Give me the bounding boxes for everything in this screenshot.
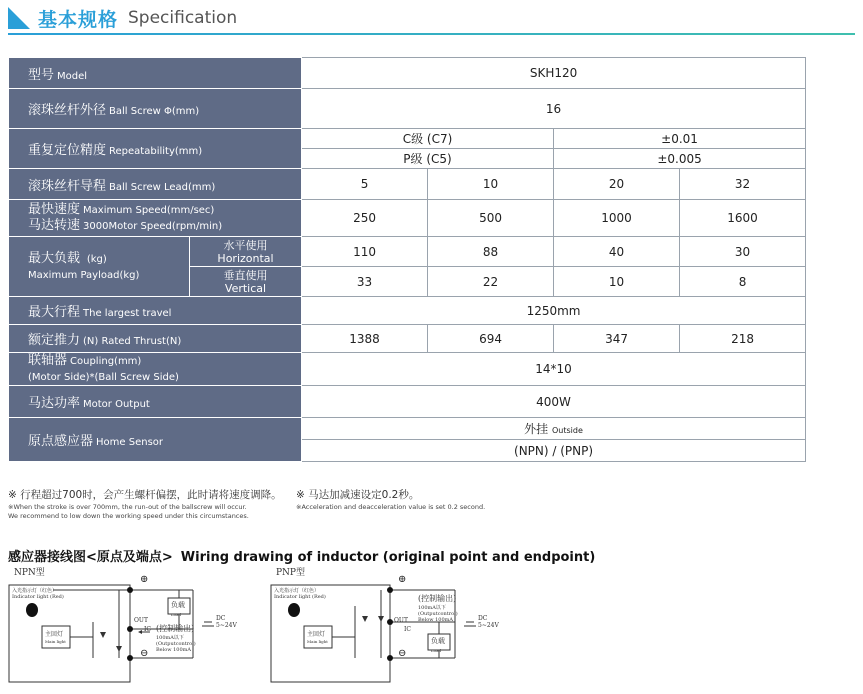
payload-value: 40 — [554, 237, 680, 267]
row-label: 联轴器 Coupling(mm) (Motor Side)*(Ball Screw Side) — [10, 353, 302, 386]
pnp-label: PNP型 — [276, 568, 305, 578]
payload-value: 110 — [302, 237, 428, 267]
sensor-type-value: (NPN) / (PNP) — [302, 440, 806, 462]
note-left: ※ 行程超过700时，会产生螺杆偏摆，此时请将速度调降。 ※When the stroke is over 700mm, the run-out of the ballscrew will occur. We recommend to low down the working speed under this circumstances. — [8, 489, 282, 520]
wiring-title: 感应器接线图<原点及端点> Wiring drawing of inductor (original point and endpoint) — [8, 550, 596, 565]
speed-value: 1600 — [680, 200, 806, 237]
table-row — [10, 386, 806, 418]
table-row — [10, 169, 806, 200]
row-label: 重复定位精度 Repeatability(mm) — [10, 129, 302, 169]
row-label: 最大负载 (kg) Maximum Payload(kg) — [10, 237, 190, 297]
row-label: 原点感应器 Home Sensor — [10, 418, 302, 462]
payload-value: 88 — [428, 237, 554, 267]
speed-value: 500 — [428, 200, 554, 237]
pnp-main-light: 主回灯 Main light — [307, 631, 328, 644]
pnp-plus-icon: ⊕ — [398, 574, 407, 585]
travel-value: 1250mm — [302, 297, 806, 325]
npn-load: 负载 Load — [171, 601, 185, 617]
repeat-value: ±0.01 — [554, 129, 806, 149]
table-row — [10, 89, 806, 129]
grade-cell: C级 (C7) — [302, 129, 554, 149]
row-label: 最快速度 Maximum Speed(mm/sec) 马达转速 3000Motor Speed(rpm/min) — [10, 200, 302, 237]
motor-value: 400W — [302, 386, 806, 418]
payload-value: 8 — [680, 267, 806, 297]
sub-label: 垂直使用 Vertical — [190, 267, 302, 297]
lead-value: 20 — [554, 169, 680, 200]
speed-value: 1000 — [554, 200, 680, 237]
pnp-ctrl-output: (控制输出) 100mA以下 (Outputcontrol) Below 100mA — [418, 594, 458, 623]
table-row — [10, 58, 806, 89]
pnp-out-label: OUT — [394, 617, 408, 624]
payload-value: 10 — [554, 267, 680, 297]
thrust-value: 347 — [554, 325, 680, 353]
pnp-dc-label: DC 5~24V — [478, 615, 499, 629]
sub-label: 水平使用 Horizontal — [190, 237, 302, 267]
table-row — [10, 297, 806, 325]
repeat-value: ±0.005 — [554, 149, 806, 169]
table-row — [10, 200, 806, 237]
section-header — [8, 6, 237, 30]
npn-minus-icon: ⊖ — [140, 648, 149, 659]
section-title-en: Specification — [128, 8, 238, 28]
row-label: 额定推力 (N) Rated Thrust(N) — [10, 325, 302, 353]
model-value: SKH120 — [302, 58, 806, 89]
header-divider — [8, 33, 855, 35]
thrust-value: 694 — [428, 325, 554, 353]
payload-value: 33 — [302, 267, 428, 297]
thrust-value: 218 — [680, 325, 806, 353]
lead-value: 32 — [680, 169, 806, 200]
npn-ctrl-output: (控制输出) 100mA以下 (Outputcontrol) Below 100mA — [156, 624, 196, 653]
lead-value: 5 — [302, 169, 428, 200]
row-label: 滚珠丝杆导程 Ball Screw Lead(mm) — [10, 169, 302, 200]
thrust-value: 1388 — [302, 325, 428, 353]
coupling-value: 14*10 — [302, 353, 806, 386]
pnp-load: 负载 Load — [431, 637, 445, 653]
pnp-ic-label: IC — [404, 626, 411, 633]
npn-plus-icon: ⊕ — [140, 574, 149, 585]
npn-indicator-label: 入光指示灯（红色） Indicator light (Red) — [12, 588, 64, 600]
note-right: ※ 马达加减速设定0.2秒。 ※Acceleration and deacceleration value is set 0.2 second. — [296, 489, 486, 511]
table-row — [10, 353, 806, 386]
npn-wiring-diagram — [8, 566, 263, 684]
payload-value: 22 — [428, 267, 554, 297]
table-row — [10, 129, 806, 149]
pnp-wiring-diagram — [270, 566, 530, 684]
npn-main-light: 主回灯 Main light — [45, 631, 66, 644]
grade-cell: P级 (C5) — [302, 149, 554, 169]
pnp-minus-icon: ⊖ — [398, 648, 407, 659]
row-label: 马达功率 Motor Output — [10, 386, 302, 418]
npn-dc-label: DC 5~24V — [216, 615, 237, 629]
speed-value: 250 — [302, 200, 428, 237]
row-label: 滚珠丝杆外径 Ball Screw Φ(mm) — [10, 89, 302, 129]
table-row — [10, 325, 806, 353]
spec-table — [9, 57, 806, 462]
table-row — [10, 418, 806, 440]
header-triangle-icon — [8, 7, 30, 29]
pnp-indicator-label: 入光指示灯（红色） Indicator light (Red) — [274, 588, 326, 600]
lead-value: 10 — [428, 169, 554, 200]
section-title-cn: 基本规格 — [38, 8, 119, 31]
row-label: 型号 Model — [10, 58, 302, 89]
row-label: 最大行程 The largest travel — [10, 297, 302, 325]
payload-value: 30 — [680, 237, 806, 267]
npn-label: NPN型 — [14, 568, 45, 578]
sensor-value: 外挂 Outside — [302, 418, 806, 440]
table-row — [10, 237, 806, 267]
npn-ic-label: IC — [144, 626, 151, 633]
ball-screw-value: 16 — [302, 89, 806, 129]
npn-out-label: OUT — [134, 617, 148, 624]
